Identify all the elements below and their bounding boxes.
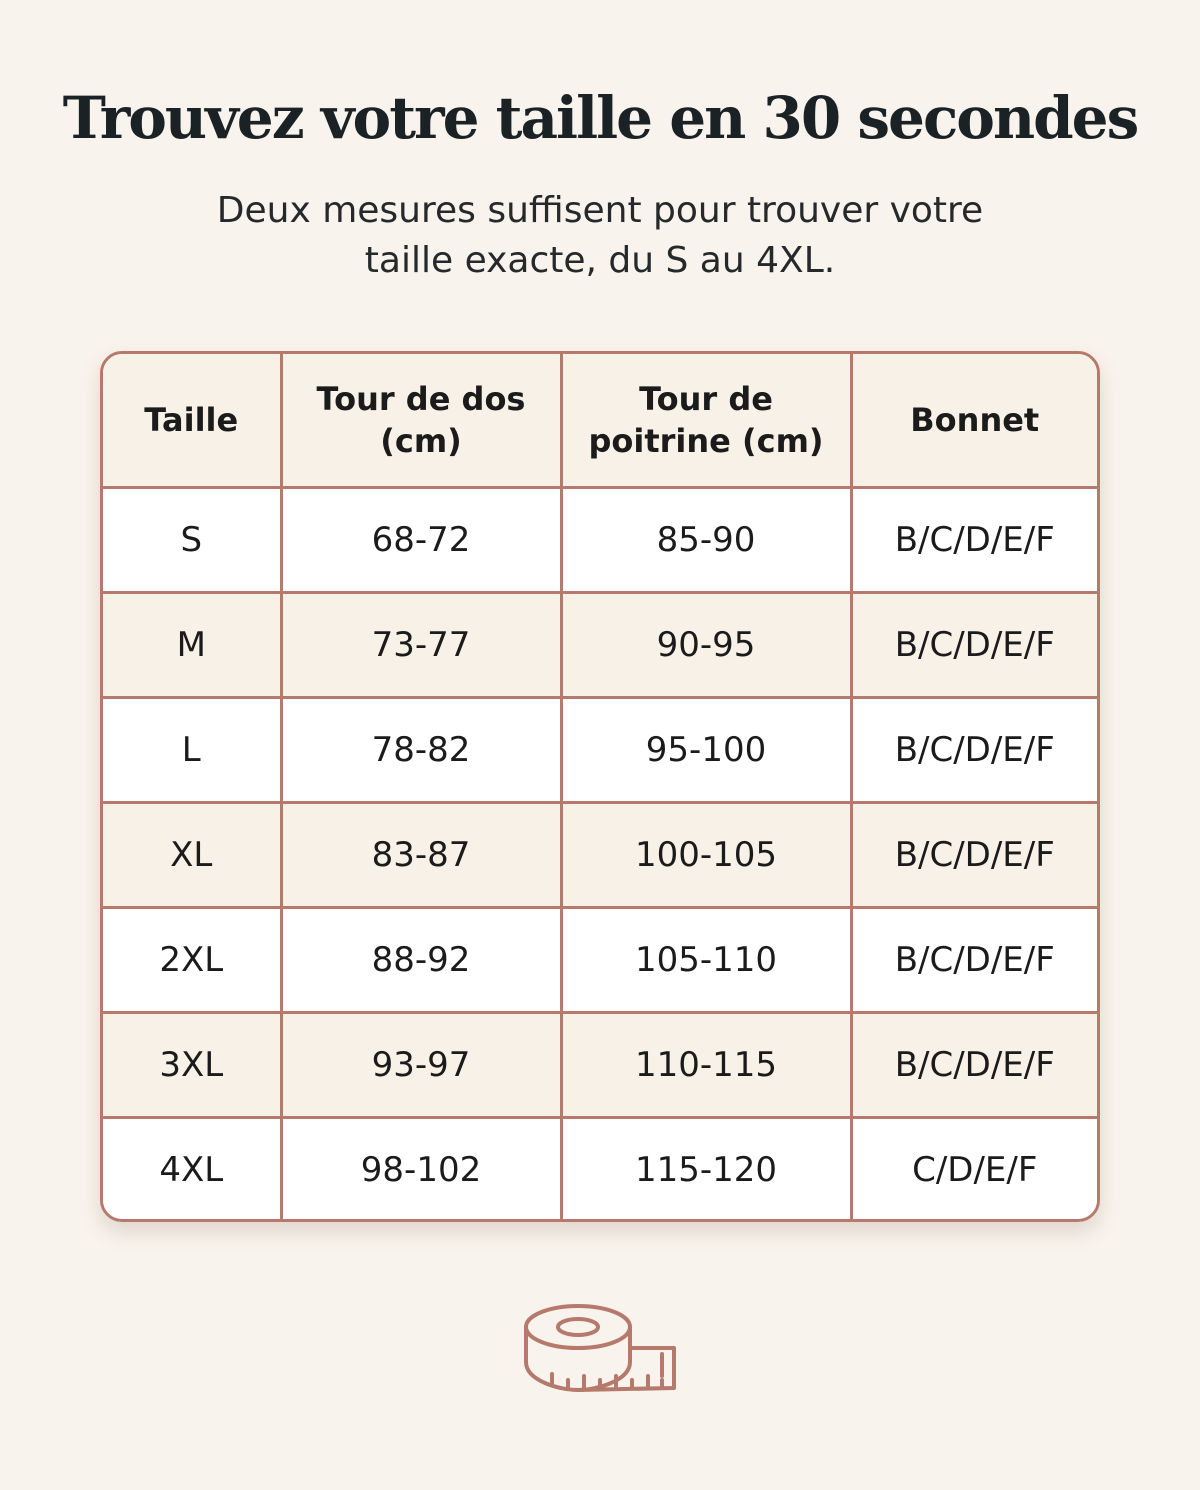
table-row (103, 1012, 1097, 1117)
cell-taille: M (103, 592, 281, 697)
header-tour-de-dos: Tour de dos (cm) (281, 354, 561, 487)
cell-taille: 3XL (103, 1012, 281, 1117)
subtitle-line-1: Deux mesures suffisent pour trouver votre (216, 190, 984, 231)
cell-tour-de-poitrine: 110-115 (561, 1012, 851, 1117)
cell-tour-de-poitrine: 90-95 (561, 592, 851, 697)
table-row (103, 802, 1097, 907)
cell-bonnet: B/C/D/E/F (851, 802, 1097, 907)
header-bonnet: Bonnet (851, 354, 1097, 487)
cell-taille: XL (103, 802, 281, 907)
cell-tour-de-dos: 83-87 (281, 802, 561, 907)
cell-tour-de-poitrine: 95-100 (561, 697, 851, 802)
cell-tour-de-poitrine: 85-90 (561, 487, 851, 592)
cell-tour-de-poitrine: 100-105 (561, 802, 851, 907)
cell-bonnet: B/C/D/E/F (851, 1012, 1097, 1117)
table-header-row (103, 354, 1097, 487)
cell-tour-de-dos: 73-77 (281, 592, 561, 697)
cell-tour-de-dos: 78-82 (281, 697, 561, 802)
header-taille: Taille (103, 354, 281, 487)
table-row (103, 907, 1097, 1012)
measuring-tape-icon (520, 1300, 680, 1396)
cell-tour-de-dos: 88-92 (281, 907, 561, 1012)
table-row (103, 487, 1097, 592)
table-row (103, 592, 1097, 697)
subtitle-line-2: taille exacte, du S au 4XL. (364, 240, 836, 281)
page-title: Trouvez votre taille en 30 secondes (62, 84, 1138, 152)
cell-bonnet: B/C/D/E/F (851, 487, 1097, 592)
header-tour-de-poitrine: Tour de poitrine (cm) (561, 354, 851, 487)
cell-taille: L (103, 697, 281, 802)
cell-tour-de-poitrine: 115-120 (561, 1117, 851, 1222)
cell-tour-de-dos: 68-72 (281, 487, 561, 592)
cell-bonnet: B/C/D/E/F (851, 907, 1097, 1012)
table-row (103, 1117, 1097, 1222)
cell-taille: 2XL (103, 907, 281, 1012)
cell-tour-de-dos: 93-97 (281, 1012, 561, 1117)
cell-bonnet: B/C/D/E/F (851, 592, 1097, 697)
page-subtitle (0, 186, 1200, 286)
cell-bonnet: C/D/E/F (851, 1117, 1097, 1222)
cell-taille: 4XL (103, 1117, 281, 1222)
size-chart (100, 351, 1100, 1222)
table-row (103, 697, 1097, 802)
cell-tour-de-poitrine: 105-110 (561, 907, 851, 1012)
size-table (103, 354, 1097, 1222)
cell-taille: S (103, 487, 281, 592)
cell-tour-de-dos: 98-102 (281, 1117, 561, 1222)
cell-bonnet: B/C/D/E/F (851, 697, 1097, 802)
